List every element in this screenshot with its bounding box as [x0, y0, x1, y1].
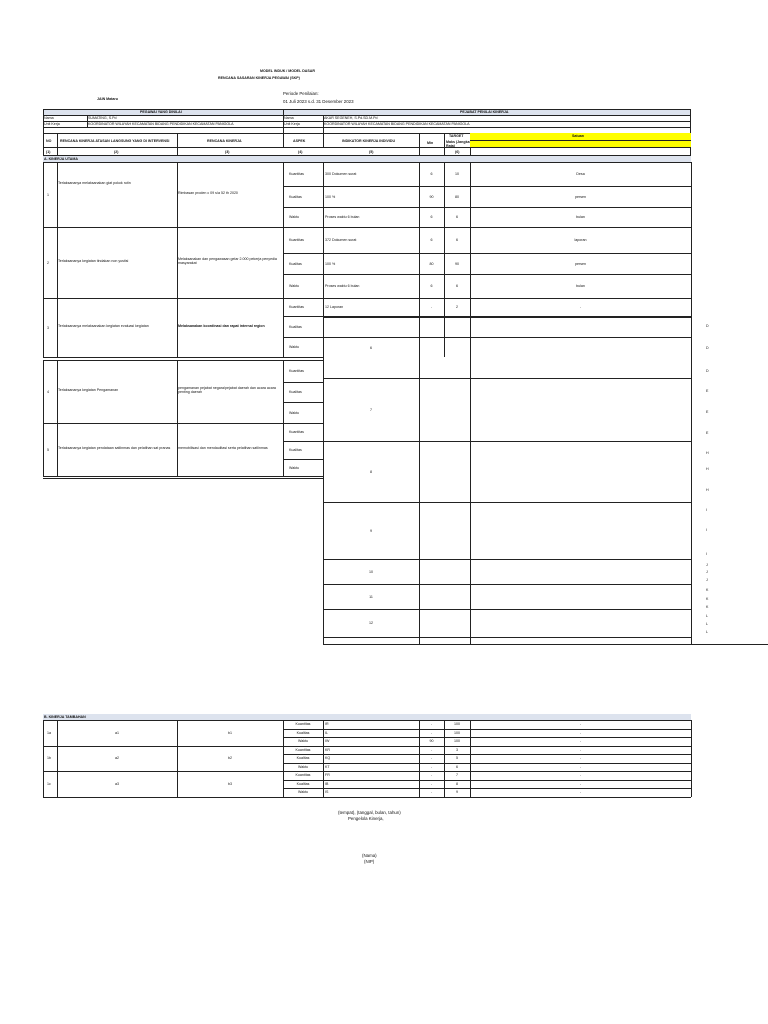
row-min: - — [430, 305, 433, 309]
tambahan-min: 90 — [429, 739, 434, 743]
tambahan-aspek: Kuantitas — [295, 722, 311, 726]
group-atasan: Terlaksananya melaksanakan giat pokok rutin — [58, 180, 131, 185]
right-letter: L — [706, 630, 708, 634]
group-rencana: Melaksanakan koordinasi dan rapat internal region — [178, 323, 265, 328]
row-min: 6 — [430, 284, 433, 288]
tambahan-a: a1 — [115, 730, 119, 735]
row-min: 90 — [429, 194, 434, 199]
right-letter: I — [706, 552, 707, 556]
tambahan-maks: 100 — [454, 730, 460, 735]
tambahan-indikator: KR — [325, 747, 330, 752]
row-aspek: Kuantitas — [289, 238, 304, 242]
col-num-5: (5) — [369, 150, 374, 154]
row-maks: 10 — [455, 172, 459, 176]
row-min: 6 — [430, 238, 433, 242]
row-satuan: persen — [575, 261, 586, 266]
pegawai-dinilai-header: PEGAWAI YANG DINILAI — [140, 110, 182, 114]
row-indikator: Proses waktu 6 bulan — [325, 284, 360, 288]
col-num-2: (2) — [114, 150, 119, 154]
periode-value: 01 Juli 2023 s.d. 31 Desember 2023 — [283, 99, 354, 104]
tambahan-min: - — [430, 781, 433, 786]
right-letter: I — [706, 508, 707, 512]
tambahan-aspek: Kuantitas — [295, 773, 311, 777]
group-rencana: Rimbasan proden c 09 s/a 52 th 2020 — [178, 190, 238, 195]
section-a-title: A. KINERJA UTAMA — [44, 157, 78, 161]
tambahan-no: 1a — [47, 730, 51, 735]
tambahan-indikator: IS — [325, 790, 329, 794]
right-letter: D — [706, 324, 709, 328]
tambahan-aspek: Waktu — [297, 764, 309, 769]
row-satuan: Desa — [576, 172, 585, 176]
overflow-number: 7 — [370, 407, 372, 412]
tambahan-satuan: - — [579, 739, 582, 743]
right-letter: J — [706, 563, 708, 567]
row-aspek: Waktu — [289, 284, 300, 288]
row-satuan: bulan — [576, 215, 585, 219]
tambahan-maks: 8 — [456, 781, 458, 786]
tambahan-indikator: IL — [325, 730, 328, 735]
row-indikator: Proses waktu 6 bulan — [325, 215, 360, 219]
tambahan-min: - — [430, 747, 433, 752]
row-indikator: 12 Laporan — [325, 305, 344, 309]
tambahan-indikator: KT — [325, 764, 330, 769]
tambahan-a: a3 — [115, 781, 119, 786]
tambahan-satuan: - — [579, 790, 582, 794]
col-maks: Maks (Jangka Rata) — [446, 140, 470, 148]
group-no: 4 — [47, 389, 49, 394]
tambahan-maks: 5 — [456, 756, 458, 760]
unit-kerja-value-penilai: KOORDINATOR WILAYAH KECAMATAN BIDANG PENDIDIKAN KECAMATAN PANIGOLA — [324, 122, 470, 126]
row-aspek: Kualitas — [289, 194, 302, 199]
tambahan-satuan: - — [579, 756, 582, 760]
signature-place-date: (tempat), (tanggal, bulan, tahun) — [338, 810, 401, 815]
signature-nama: (Nama) — [362, 853, 377, 858]
row-maks: 80 — [455, 194, 459, 199]
row-aspek: Kuantitas — [289, 305, 304, 309]
group-atasan: Terlaksananya kegiatan tindakan non yustisi — [58, 258, 129, 263]
row-aspek: Waktu — [289, 410, 300, 415]
tambahan-aspek: Kualitas — [296, 730, 310, 735]
row-aspek: Kuantitas — [289, 172, 304, 176]
right-letter: L — [706, 614, 708, 618]
signature-role: Pengelola Kinerja, — [348, 816, 384, 821]
tambahan-maks: 100 — [454, 722, 460, 726]
row-maks: 90 — [455, 261, 459, 266]
tambahan-satuan: - — [579, 764, 582, 769]
tambahan-satuan: - — [579, 781, 582, 786]
col-num-6: (6) — [455, 150, 460, 154]
group-no: 2 — [47, 260, 49, 265]
group-rencana: pengamanan pejabat negara/pejabat daerah dan acara acara penting daerah — [178, 385, 276, 394]
unit-kerja-label-penilai: Unit Kerja — [284, 122, 300, 126]
tambahan-min: - — [430, 756, 433, 760]
right-letter: E — [706, 431, 709, 435]
right-letter: K — [706, 605, 709, 609]
col-target: TARGET — [449, 134, 464, 138]
right-letter: J — [706, 578, 708, 582]
tambahan-maks: 7 — [456, 773, 458, 777]
tambahan-no: 1c — [47, 781, 51, 786]
overflow-number: 9 — [370, 528, 372, 533]
col-aspek: ASPEK — [293, 139, 306, 143]
tambahan-aspek: Waktu — [297, 790, 309, 794]
tambahan-maks: 6 — [456, 764, 458, 769]
tambahan-no: 1b — [47, 756, 51, 761]
group-no: 5 — [47, 447, 49, 452]
row-min: 6 — [430, 172, 433, 176]
tambahan-a: a2 — [115, 756, 119, 761]
overflow-number: 11 — [369, 594, 373, 599]
row-aspek: Kualitas — [289, 324, 302, 329]
tambahan-satuan: - — [579, 730, 582, 735]
col-min: Min — [427, 141, 434, 145]
right-letter: E — [706, 410, 709, 414]
row-satuan: persen — [575, 194, 586, 199]
tambahan-indikator: IW — [325, 739, 330, 743]
col-num-3: (3) — [225, 150, 230, 154]
row-aspek: Kualitas — [289, 448, 302, 452]
row-satuan: laporan — [574, 238, 587, 242]
tambahan-maks: 9 — [456, 790, 458, 794]
overflow-number: 8 — [370, 469, 372, 474]
tambahan-maks: 100 — [454, 739, 460, 743]
tambahan-satuan: - — [579, 722, 582, 726]
row-aspek: Kuantitas — [289, 369, 304, 373]
nama-value-penilai: AKAR SEGENEH, S.Pd.SD.M.Pd — [324, 116, 378, 120]
group-rencana: memobilisasi dan mendaulitasi serta pelatihan satlinmas — [178, 445, 268, 450]
unit-kerja-value: KOORDINATOR WILAYAH KECAMATAN BIDANG PENDIDIKAN KECAMATAN PANIGOLA — [88, 122, 234, 126]
nama-label: Nama — [44, 116, 54, 120]
tambahan-indikator: KQ — [325, 756, 331, 760]
row-maks: 6 — [456, 215, 458, 219]
tambahan-min: - — [430, 730, 433, 735]
right-letter: E — [706, 389, 709, 393]
row-indikator: 100 % — [325, 194, 336, 199]
tambahan-aspek: Kualitas — [296, 781, 310, 786]
right-letter: D — [706, 346, 709, 350]
nama-value: SUMATING, S.Pd — [88, 116, 117, 120]
group-atasan: Terlaksananya kegiatan Pengamanan — [58, 387, 119, 392]
right-letter: D — [706, 369, 709, 373]
tambahan-satuan: - — [579, 773, 582, 777]
tambahan-aspek: Kualitas — [296, 756, 310, 760]
row-aspek: Kualitas — [289, 390, 302, 394]
tambahan-b: b3 — [228, 781, 232, 786]
tambahan-indikator: FR — [325, 773, 330, 777]
doc-title: MODEL INDUK / MODEL DASAR — [260, 69, 315, 73]
periode-label: Periode Penilaian: — [283, 91, 319, 96]
row-indikator: 300 Dokumen surat — [325, 172, 357, 176]
group-atasan: Terlaksananya melaksanakan kegiatan evaluasi kegiatan — [58, 323, 149, 328]
tambahan-aspek: Kuantitas — [295, 747, 311, 752]
overflow-number: 6 — [370, 345, 372, 350]
tambahan-indikator: IB — [325, 781, 329, 786]
col-num-1: (1) — [46, 150, 51, 154]
tambahan-min: - — [430, 790, 433, 794]
group-no: 3 — [47, 325, 49, 330]
col-satuan: Satuan — [572, 134, 584, 138]
right-letter: H — [706, 488, 709, 492]
right-letter: H — [706, 451, 709, 455]
signature-nip: (NIP) — [364, 859, 375, 864]
row-satuan: bulan — [576, 284, 585, 288]
tambahan-b: b2 — [228, 756, 232, 761]
row-maks: 6 — [456, 238, 458, 242]
overflow-number: 10 — [369, 569, 373, 574]
section-b-title: B. KINERJA TAMBAHAN — [44, 715, 86, 719]
doc-subtitle: RENCANA SASARAN KINERJA PEGAWAI (SKP) — [218, 76, 300, 80]
overflow-number: 12 — [369, 621, 373, 625]
right-letter: K — [706, 588, 709, 592]
col-num-4: (4) — [298, 150, 303, 154]
tambahan-indikator: IR — [325, 722, 329, 726]
right-letter: K — [706, 597, 709, 601]
group-rencana: Melaksanakan dan pengawasan gelar 2.000 pekerja penyedia masyarakat — [178, 256, 277, 265]
right-letter: L — [706, 622, 708, 626]
row-maks: 6 — [456, 284, 458, 288]
right-letter: H — [706, 467, 709, 471]
row-aspek: Waktu — [289, 215, 300, 219]
row-maks: 2 — [456, 305, 458, 309]
tambahan-min: - — [430, 764, 433, 769]
tambahan-maks: 3 — [456, 747, 458, 752]
tambahan-min: - — [430, 722, 433, 726]
tambahan-satuan: - — [579, 747, 582, 752]
row-satuan: - — [579, 305, 582, 309]
col-indikator: INDIKATOR KINERJA INDIVIDU — [342, 139, 396, 143]
right-letter: J — [706, 570, 708, 574]
pejabat-penilai-header: PEJABAT PENILAI KINERJA — [460, 110, 509, 114]
tambahan-min: - — [430, 773, 433, 777]
unit-label: JAIN Mataru — [97, 97, 118, 101]
unit-kerja-label: Unit Kerja — [44, 122, 60, 126]
right-letter: I — [706, 528, 707, 532]
row-aspek: Waktu — [289, 345, 300, 349]
row-aspek: Kuantitas — [289, 430, 304, 434]
row-indikator: 372 Dokumen surat — [325, 238, 357, 242]
tambahan-aspek: Waktu — [297, 739, 309, 743]
group-atasan: Terlaksananya kegiatan pendataan satlinmas dan pelatihan sat pranas — [58, 445, 171, 450]
col-no: NO — [46, 139, 52, 143]
nama-label-penilai: Nama — [284, 116, 294, 120]
row-min: 80 — [429, 261, 434, 266]
row-aspek: Kualitas — [289, 261, 302, 266]
row-aspek: Waktu — [289, 465, 300, 470]
tambahan-b: b1 — [228, 730, 232, 735]
col-rencana-atasan: RENCANA KINERJA ATASAN LANGSUNG YANG DI INTERVENSI — [60, 139, 170, 143]
row-min: 6 — [430, 215, 433, 219]
group-no: 1 — [47, 192, 49, 197]
col-rencana: RENCANA KINERJA — [207, 139, 242, 143]
row-indikator: 100 % — [325, 261, 336, 266]
